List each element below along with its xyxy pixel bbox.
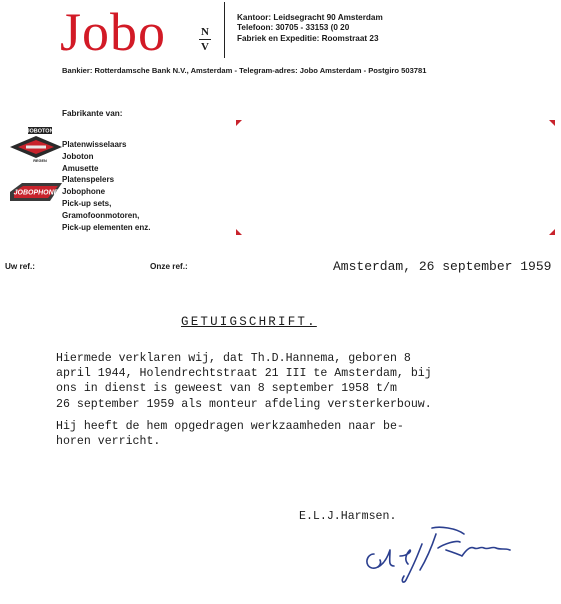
text-line: april 1944, Holendrechtstraat 21 III te Amsterdam, bij (56, 367, 432, 381)
product-item: Pick-up elementen enz. (62, 222, 151, 232)
product-item: Gramofoonmotoren, (62, 210, 140, 220)
bank-info-line: Bankier: Rotterdamsche Bank N.V., Amsterdam - Telegram-adres: Jobo Amsterdam - Postgiro 503781 (62, 66, 427, 75)
legal-form-divider (199, 39, 211, 40)
paragraph-1 (56, 351, 432, 412)
place-and-date: Amsterdam, 26 september 1959 (333, 259, 552, 274)
product-item: Jobophone (62, 187, 106, 197)
phone-number: Telefoon: 30705 - 33153 (0 20 (237, 23, 350, 33)
your-reference-label: Uw ref.: (5, 262, 36, 271)
legal-form-v: V (201, 41, 209, 53)
address-corner-mark (236, 120, 242, 126)
text-line: Hij heeft de hem opgedragen werkzaamheden naar be- (56, 420, 404, 433)
jobophone-logo-icon (8, 181, 64, 203)
office-address: Kantoor: Leidsegracht 90 Amsterdam (237, 13, 383, 22)
logo-bottom-text: JOBOPHONE (13, 189, 59, 197)
product-list (62, 139, 150, 233)
text-line: Hiermede verklaren wij, dat Th.D.Hannema, geboren 8 (56, 352, 411, 365)
letter-title: GETUIGSCHRIFT. (181, 315, 317, 329)
text-line: horen verricht. (56, 435, 161, 449)
factory-address: Fabriek en Expeditie: Roomstraat 23 (237, 33, 379, 43)
logo-top-text: JOBOTON (26, 128, 54, 135)
text-line: 26 september 1959 als monteur afdeling versterkerbouw. (56, 397, 432, 411)
handwritten-signature (360, 520, 520, 588)
legal-form-n: N (201, 26, 209, 38)
our-reference-label: Onze ref.: (150, 262, 188, 271)
product-item: Pick-up sets, (62, 198, 112, 208)
product-item: Platenwisselaars (62, 140, 127, 149)
product-item: Joboton (62, 151, 94, 161)
address-block (237, 13, 383, 44)
header-divider (224, 2, 225, 58)
address-corner-mark (549, 120, 555, 126)
product-item: Platenspelers (62, 175, 115, 185)
legal-form (199, 26, 211, 53)
signer-name: E.L.J.Harmsen. (299, 510, 397, 523)
address-corner-mark (236, 229, 242, 235)
svg-text:REGEN: REGEN (33, 159, 47, 163)
product-item: Amusette (62, 163, 99, 173)
company-logo-text: Jobo (60, 2, 167, 62)
joboton-logo-icon (8, 127, 64, 163)
text-line: ons in dienst is geweest van 8 september 1958 t/m (56, 382, 397, 396)
paragraph-2 (56, 419, 404, 449)
manufacturer-heading: Fabrikante van: (62, 109, 123, 118)
address-corner-mark (549, 229, 555, 235)
